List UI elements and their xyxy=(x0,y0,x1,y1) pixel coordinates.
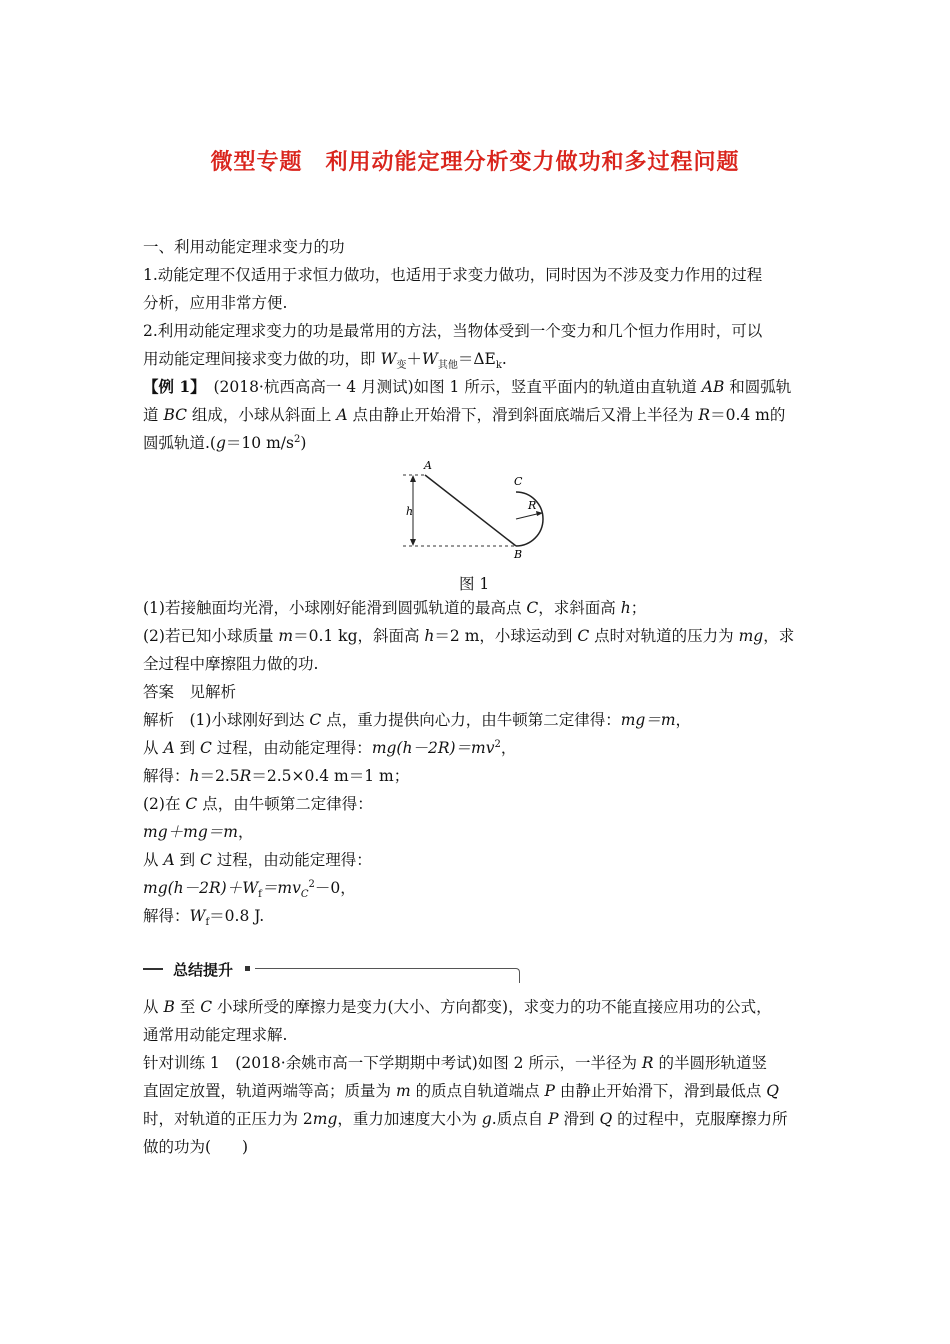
height-arrow-head-up xyxy=(410,475,416,482)
summary-rule-right xyxy=(255,968,515,969)
label-a: A xyxy=(424,459,432,472)
example-1-line-3: 圆弧轨道.(g＝10 $m/s^2$) xyxy=(143,433,307,452)
training-line-4: 做的功为( ) xyxy=(143,1138,249,1156)
training-line-1: 针对训练 1 (2018·余姚市高一下学期期中考试)如图 2 所示，一半径为 R 的半圆形轨道竖 xyxy=(143,1054,768,1072)
training-line-2: 直固定放置，轨道两端等高；质量为 m 的质点自轨道端点 P 由静止开始滑下，滑到最低点 Q xyxy=(143,1082,780,1100)
example-1-line-1: 【例 1】 (2018·杭西高高一 4 月测试)如图 1 所示，竖直平面内的轨道由直轨道 AB 和圆弧轨 xyxy=(143,377,792,396)
summary-line-1: 从 B 至 C 小球所受的摩擦力是变力(大小、方向都变)，求变力的功不能直接应用功的公式， xyxy=(143,998,772,1016)
track-diagram xyxy=(395,455,565,565)
section-heading: 一、利用动能定理求变力的功 xyxy=(143,238,345,256)
question-2-line-2: 全过程中摩擦阻力做的功. xyxy=(143,655,319,673)
paragraph-1-line-2: 分析，应用非常方便. xyxy=(143,294,288,312)
label-b: B xyxy=(514,548,523,561)
summary-label: 总结提升 xyxy=(173,961,234,979)
summary-line-2: 通常用动能定理求解. xyxy=(143,1026,288,1044)
analysis-line-2: 从 A 到 C 过程，由动能定理得：$mg(h-2R)=mv^2$， xyxy=(143,738,517,757)
training-line-3: 时，对轨道的正压力为 2mg，重力加速度大小为 g.质点自 P 滑到 Q 的过程中，克服摩擦力所 xyxy=(143,1110,788,1128)
summary-rule-left xyxy=(143,968,163,970)
summary-header xyxy=(143,961,520,987)
label-r: R xyxy=(528,499,537,512)
paragraph-1-line-1: 1.动能定理不仅适用于求恒力做功，也适用于求变力做功，同时因为不涉及变力作用的过程 xyxy=(143,266,763,284)
label-h: h xyxy=(406,505,414,518)
example-1-line-2: 道 BC 组成，小球从斜面上 A 点由静止开始滑下，滑到斜面底端后又滑上半径为 R＝0.4 m的 xyxy=(143,406,786,424)
summary-square-icon xyxy=(245,966,250,971)
summary-corner xyxy=(514,968,520,983)
analysis-line-5: mg＋mg＝m， xyxy=(143,823,254,841)
incline-ab xyxy=(425,475,516,546)
analysis-line-6: 从 A 到 C 过程，由动能定理得： xyxy=(143,851,372,869)
paragraph-2-line-1: 2.利用动能定理求变力的功是最常用的方法，当物体受到一个变力和几个恒力作用时，可以 xyxy=(143,322,763,340)
analysis-line-8: 解得：$W_f=0.8$ J. xyxy=(143,907,265,929)
analysis-line-4: (2)在 C 点，由牛顿第二定律得： xyxy=(143,795,373,813)
answer-label: 答案 见解析 xyxy=(143,683,237,701)
analysis-line-3: 解得：h＝2.5R＝2.5×0.4 m＝1 m； xyxy=(143,767,410,785)
question-2-line-1: (2)若已知小球质量 m＝0.1 kg，斜面高 h＝2 m，小球运动到 C 点时对轨道的压力为 mg，求 xyxy=(143,627,795,645)
label-c: C xyxy=(514,475,523,488)
figure-caption: 图 1 xyxy=(459,575,490,593)
question-1: (1)若接触面均光滑，小球刚好能滑到圆弧轨道的最高点 C，求斜面高 h； xyxy=(143,599,647,617)
analysis-line-1: 解析 (1)小球刚好到达 C 点，重力提供向心力，由牛顿第二定律得：mg＝m， xyxy=(143,711,692,729)
height-arrow-head-down xyxy=(410,539,416,546)
page-title: 微型专题 利用动能定理分析变力做功和多过程问题 xyxy=(210,150,740,175)
analysis-line-7: $mg(h-2R)+W_f=mv_C^2-0$， xyxy=(143,878,356,901)
paragraph-2-line-2: 用动能定理间接求变力做的功，即 $W_变+W_{其他}=\Delta E_k$. xyxy=(143,350,507,372)
